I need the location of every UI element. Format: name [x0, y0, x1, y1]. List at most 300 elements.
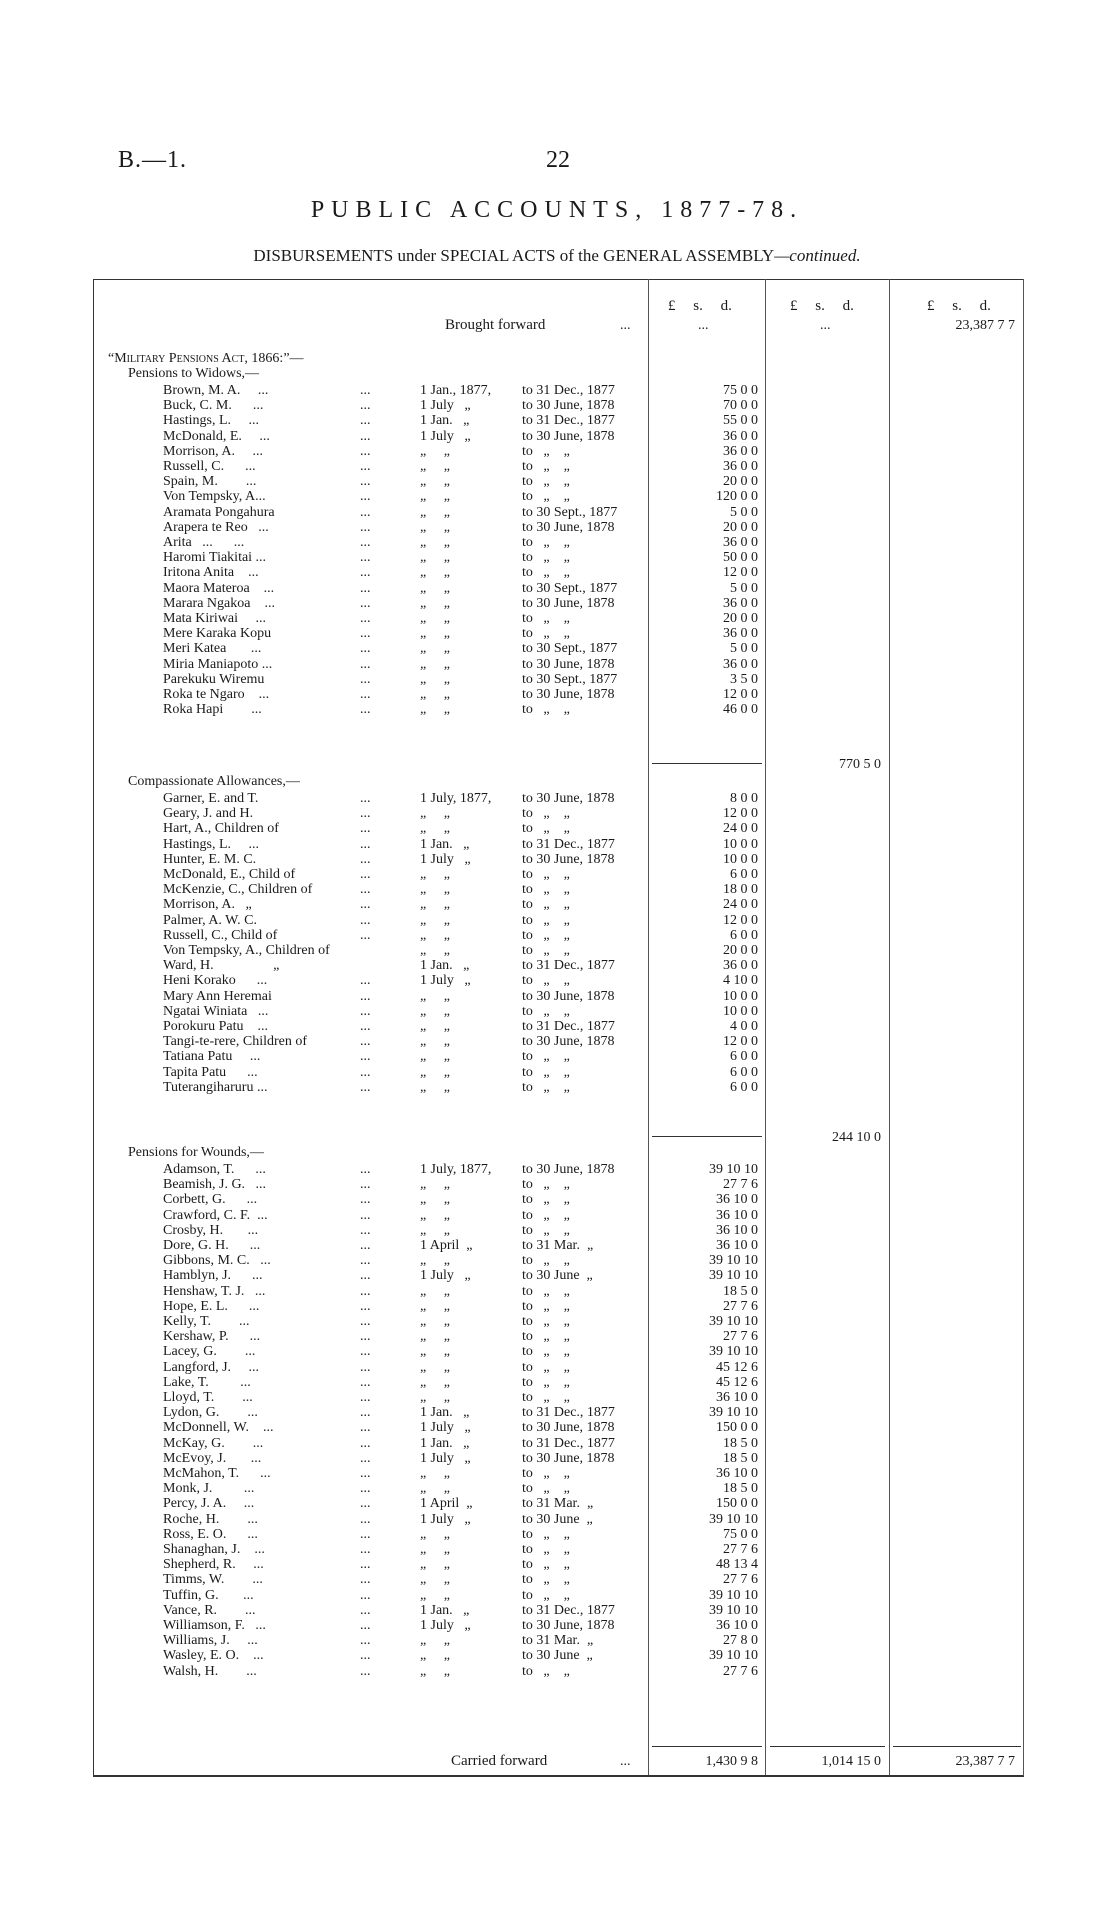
- entry-to-date: to 30 June „: [522, 1511, 593, 1527]
- entry-dots: ...: [360, 580, 371, 596]
- entry-name: Roka Hapi ...: [163, 702, 262, 718]
- entry-from-date: „ „: [420, 535, 450, 550]
- entry-dots: ...: [360, 1344, 371, 1360]
- entry-name: Dore, G. H. ...: [163, 1238, 261, 1253]
- entry-amount: 55 0 0: [723, 413, 758, 429]
- entry-to-date: to 31 Mar. „: [522, 1496, 594, 1512]
- entry-from-date: 1 Jan. „: [420, 1435, 470, 1451]
- entry-name: Wasley, E. O. ...: [163, 1648, 264, 1664]
- entry-dots: ...: [360, 1648, 371, 1664]
- page-title: PUBLIC ACCOUNTS, 1877-78.: [310, 197, 804, 223]
- entry-to-date: to 30 June, 1878: [522, 791, 615, 806]
- column-rule: [765, 279, 766, 1776]
- entry-dots: ...: [360, 1253, 371, 1269]
- entry-to-date: to 30 June, 1878: [522, 656, 615, 672]
- entry-from-date: „ „: [420, 1466, 450, 1481]
- entry-name: Corbett, G. ...: [163, 1192, 258, 1208]
- entry-to-date: to 30 June, 1878: [522, 851, 615, 867]
- entry-name: Timms, W. ...: [163, 1572, 263, 1588]
- brought-forward-col1: ...: [698, 318, 709, 333]
- entry-name: Aramata Pongahura: [163, 504, 275, 520]
- entry-name: Shanaghan, J. ...: [163, 1542, 265, 1557]
- rule-line: [94, 1775, 1023, 1776]
- entry-amount: 75 0 0: [723, 1526, 758, 1542]
- entry-name: Hastings, L. ...: [163, 413, 260, 429]
- entry-name: Adamson, T. ...: [163, 1162, 266, 1177]
- entry-dots: ...: [360, 1268, 371, 1284]
- entry-amount: 24 0 0: [723, 821, 758, 837]
- entry-amount: 18 5 0: [723, 1450, 758, 1466]
- brought-forward-label: Brought forward: [445, 317, 546, 333]
- subtitle-continued: —continued.: [774, 246, 861, 265]
- entry-to-date: to „ „: [522, 489, 570, 505]
- carried-forward-col3: 23,387 7 7: [955, 1754, 1015, 1769]
- entry-dots: ...: [360, 1633, 371, 1649]
- entry-dots: ...: [360, 1390, 371, 1405]
- entry-amount: 27 7 6: [723, 1298, 758, 1314]
- entry-dots: ...: [360, 519, 371, 535]
- subtitle-main: DISBURSEMENTS under SPECIAL ACTS of the GENERAL ASSEMBLY: [253, 246, 775, 265]
- entry-to-date: to „ „: [522, 1283, 570, 1299]
- entry-name: Morrison, A. ...: [163, 443, 263, 459]
- entry-name: Tuterangiharuru ...: [163, 1079, 268, 1095]
- entry-from-date: 1 Jan., 1877,: [420, 383, 492, 398]
- entry-from-date: „ „: [420, 626, 450, 642]
- entry-name: McMahon, T. ...: [163, 1466, 271, 1481]
- entry-from-date: „ „: [420, 1064, 450, 1080]
- entry-from-date: „ „: [420, 550, 450, 566]
- entry-to-date: to „ „: [522, 1572, 570, 1588]
- entry-name: Marara Ngakoa ...: [163, 595, 275, 611]
- entry-to-date: to „ „: [522, 1481, 570, 1497]
- entry-dots: ...: [360, 504, 371, 520]
- entry-dots: ...: [360, 1405, 371, 1421]
- entry-amount: 45 12 6: [716, 1374, 758, 1390]
- entry-dots: ...: [360, 927, 371, 943]
- entry-to-date: to „ „: [522, 897, 570, 913]
- entry-amount: 6 0 0: [730, 867, 758, 882]
- entry-to-date: to „ „: [522, 1329, 570, 1345]
- entry-amount: 12 0 0: [723, 687, 758, 702]
- entry-amount: 36 0 0: [723, 656, 758, 672]
- column-rule: [889, 279, 890, 1776]
- entry-to-date: to 31 Dec., 1877: [522, 1435, 615, 1451]
- entry-dots: ...: [360, 1542, 371, 1557]
- entry-dots: ...: [360, 1587, 371, 1603]
- entry-amount: 27 7 6: [723, 1177, 758, 1193]
- entry-to-date: to 31 Dec., 1877: [522, 383, 615, 398]
- entry-from-date: 1 July „: [420, 1450, 471, 1466]
- section-heading: Compassionate Allowances,—: [128, 774, 300, 789]
- entry-from-date: „ „: [420, 504, 450, 520]
- section-heading: Pensions to Widows,—: [128, 366, 260, 381]
- entry-amount: 39 10 10: [709, 1602, 758, 1618]
- act-heading: “Military Pensions Act, 1866:”—: [108, 351, 304, 366]
- entry-name: Monk, J. ...: [163, 1481, 255, 1497]
- entry-amount: 39 10 10: [709, 1587, 758, 1603]
- entry-from-date: „ „: [420, 1192, 450, 1208]
- entry-to-date: to „ „: [522, 973, 570, 989]
- entry-to-date: to „ „: [522, 535, 570, 550]
- entry-dots: ...: [360, 882, 371, 898]
- entry-name: McKay, G. ...: [163, 1435, 264, 1451]
- entry-name: Mere Karaka Kopu: [163, 626, 272, 642]
- entry-amount: 36 10 0: [716, 1222, 758, 1238]
- entry-to-date: to 30 Sept., 1877: [522, 641, 618, 657]
- entry-from-date: „ „: [420, 1390, 450, 1405]
- entry-from-date: „ „: [420, 1314, 450, 1329]
- entry-amount: 6 0 0: [730, 1064, 758, 1080]
- entry-amount: 120 0 0: [716, 489, 758, 505]
- entry-amount: 36 0 0: [723, 428, 758, 444]
- entry-from-date: „ „: [420, 867, 450, 882]
- entry-amount: 10 0 0: [723, 988, 758, 1004]
- entry-from-date: „ „: [420, 641, 450, 657]
- entry-amount: 150 0 0: [716, 1496, 758, 1512]
- entry-amount: 5 0 0: [730, 641, 758, 657]
- entry-name: Crawford, C. F. ...: [163, 1207, 268, 1223]
- entry-dots: ...: [360, 428, 371, 444]
- entry-dots: ...: [360, 656, 371, 672]
- entry-amount: 36 0 0: [723, 626, 758, 642]
- entry-name: Parekuku Wiremu: [163, 671, 265, 687]
- entry-name: McEvoy, J. ...: [163, 1450, 262, 1466]
- entry-from-date: „ „: [420, 443, 450, 459]
- entry-amount: 27 7 6: [723, 1542, 758, 1557]
- entry-name: Kelly, T. ...: [163, 1314, 250, 1329]
- entry-from-date: 1 July „: [420, 398, 471, 414]
- entry-name: Hart, A., Children of: [163, 821, 279, 837]
- entry-dots: ...: [360, 611, 371, 626]
- entry-amount: 39 10 10: [709, 1314, 758, 1329]
- entry-to-date: to „ „: [522, 1314, 570, 1329]
- entry-from-date: „ „: [420, 1222, 450, 1238]
- column-rule: [648, 279, 649, 1776]
- entry-from-date: 1 Jan. „: [420, 836, 470, 852]
- entry-name: Hamblyn, J. ...: [163, 1268, 263, 1284]
- entry-dots: ...: [360, 836, 371, 852]
- entry-name: Ward, H. „: [163, 958, 280, 974]
- entry-amount: 46 0 0: [723, 702, 758, 718]
- section-total: 770 5 0: [839, 757, 881, 772]
- entry-dots: ...: [360, 1466, 371, 1481]
- entry-amount: 24 0 0: [723, 897, 758, 913]
- entry-from-date: „ „: [420, 1587, 450, 1603]
- entry-to-date: to „ „: [522, 611, 570, 626]
- entry-name: Shepherd, R. ...: [163, 1557, 264, 1573]
- entry-name: Von Tempsky, A., Children of: [163, 943, 330, 958]
- entry-amount: 10 0 0: [723, 836, 758, 852]
- entry-amount: 3 5 0: [730, 671, 758, 687]
- entry-name: Tapita Patu ...: [163, 1064, 258, 1080]
- entry-to-date: to „ „: [522, 459, 570, 474]
- entry-dots: ...: [360, 1450, 371, 1466]
- entry-amount: 6 0 0: [730, 1079, 758, 1095]
- entry-dots: ...: [360, 1019, 371, 1034]
- entry-dots: ...: [360, 1511, 371, 1527]
- entry-name: Geary, J. and H.: [163, 806, 254, 822]
- entry-from-date: 1 July „: [420, 973, 471, 989]
- entry-name: Russell, C., Child of: [163, 927, 278, 943]
- entry-to-date: to „ „: [522, 443, 570, 459]
- entry-dots: ...: [360, 1079, 371, 1095]
- entry-from-date: 1 July „: [420, 1618, 471, 1633]
- entry-dots: ...: [360, 1481, 371, 1497]
- entry-dots: ...: [360, 1618, 371, 1633]
- entry-from-date: „ „: [420, 459, 450, 474]
- entry-dots: ...: [360, 912, 371, 928]
- entry-dots: ...: [360, 821, 371, 837]
- entry-to-date: to „ „: [522, 1222, 570, 1238]
- entry-from-date: „ „: [420, 1019, 450, 1034]
- entry-amount: 75 0 0: [723, 383, 758, 398]
- entry-from-date: 1 July „: [420, 1268, 471, 1284]
- entry-name: Tatiana Patu ...: [163, 1049, 261, 1065]
- entry-from-date: „ „: [420, 611, 450, 626]
- entry-from-date: „ „: [420, 1374, 450, 1390]
- entry-from-date: „ „: [420, 882, 450, 898]
- entry-dots: ...: [360, 1238, 371, 1253]
- entry-name: Lloyd, T. ...: [163, 1390, 253, 1405]
- entry-from-date: „ „: [420, 1481, 450, 1497]
- entry-name: Iritona Anita ...: [163, 565, 259, 581]
- entry-amount: 50 0 0: [723, 550, 758, 566]
- entry-to-date: to 30 June „: [522, 1268, 593, 1284]
- entry-from-date: „ „: [420, 897, 450, 913]
- entry-dots: ...: [360, 1222, 371, 1238]
- entry-amount: 12 0 0: [723, 806, 758, 822]
- rule-line: [770, 1746, 885, 1747]
- column-header-1: £ s. d.: [668, 298, 732, 314]
- entry-from-date: „ „: [420, 943, 450, 958]
- entry-name: Arita ... ...: [163, 535, 245, 550]
- entry-from-date: „ „: [420, 1633, 450, 1649]
- entry-name: Meri Katea ...: [163, 641, 262, 657]
- entry-name: Ngatai Winiata ...: [163, 1003, 269, 1019]
- brought-forward-dots: ...: [620, 318, 631, 333]
- entry-from-date: „ „: [420, 1003, 450, 1019]
- entry-amount: 27 7 6: [723, 1572, 758, 1588]
- entry-from-date: „ „: [420, 821, 450, 837]
- entry-dots: ...: [360, 443, 371, 459]
- entry-from-date: 1 April „: [420, 1238, 473, 1253]
- entry-to-date: to „ „: [522, 1466, 570, 1481]
- entry-amount: 39 10 10: [709, 1344, 758, 1360]
- entry-to-date: to „ „: [522, 1587, 570, 1603]
- entry-name: Von Tempsky, A...: [163, 489, 266, 505]
- entry-to-date: to „ „: [522, 474, 570, 490]
- entry-from-date: 1 July „: [420, 428, 471, 444]
- entry-from-date: „ „: [420, 1557, 450, 1573]
- entry-dots: ...: [360, 791, 371, 806]
- entry-from-date: „ „: [420, 1283, 450, 1299]
- entry-amount: 10 0 0: [723, 851, 758, 867]
- entry-name: Ross, E. O. ...: [163, 1526, 258, 1542]
- entry-dots: ...: [360, 1420, 371, 1436]
- entry-amount: 36 10 0: [716, 1390, 758, 1405]
- column-rule: [1023, 279, 1024, 1776]
- entry-amount: 36 0 0: [723, 595, 758, 611]
- entry-dots: ...: [360, 702, 371, 718]
- entry-dots: ...: [360, 489, 371, 505]
- entry-name: Walsh, H. ...: [163, 1663, 257, 1679]
- entry-amount: 5 0 0: [730, 580, 758, 596]
- entry-name: McKenzie, C., Children of: [163, 882, 313, 898]
- entry-name: Palmer, A. W. C.: [163, 912, 257, 928]
- entry-to-date: to „ „: [522, 1374, 570, 1390]
- entry-from-date: 1 July „: [420, 1420, 471, 1436]
- entry-amount: 18 5 0: [723, 1481, 758, 1497]
- entry-name: Tuffin, G. ...: [163, 1587, 254, 1603]
- carried-forward-col2: 1,014 15 0: [821, 1754, 881, 1769]
- entry-to-date: to 31 Dec., 1877: [522, 1602, 615, 1618]
- entry-amount: 39 10 10: [709, 1162, 758, 1177]
- entry-name: Morrison, A. „: [163, 897, 252, 913]
- entry-name: Maora Materoa ...: [163, 580, 275, 596]
- entry-dots: ...: [360, 626, 371, 642]
- entry-from-date: „ „: [420, 1177, 450, 1193]
- entry-dots: ...: [360, 1602, 371, 1618]
- entry-name: Garner, E. and T.: [163, 791, 259, 806]
- entry-name: Tangi-te-rere, Children of: [163, 1034, 308, 1050]
- entry-name: Roche, H. ...: [163, 1511, 258, 1527]
- entry-amount: 12 0 0: [723, 1034, 758, 1050]
- entry-name: Brown, M. A. ...: [163, 383, 269, 398]
- entry-dots: ...: [360, 1064, 371, 1080]
- entry-dots: ...: [360, 973, 371, 989]
- entry-from-date: „ „: [420, 912, 450, 928]
- entry-amount: 6 0 0: [730, 927, 758, 943]
- entry-name: Gibbons, M. C. ...: [163, 1253, 271, 1269]
- entry-amount: 39 10 10: [709, 1511, 758, 1527]
- entry-to-date: to 30 June, 1878: [522, 988, 615, 1004]
- entry-amount: 10 0 0: [723, 1003, 758, 1019]
- rule-line: [652, 1136, 762, 1137]
- entry-dots: ...: [360, 1557, 371, 1573]
- entry-from-date: „ „: [420, 702, 450, 718]
- entry-dots: ...: [360, 1049, 371, 1065]
- entry-to-date: to 31 Dec., 1877: [522, 413, 615, 429]
- entry-dots: ...: [360, 459, 371, 474]
- entry-from-date: „ „: [420, 519, 450, 535]
- entry-to-date: to „ „: [522, 1177, 570, 1193]
- entry-to-date: to „ „: [522, 1526, 570, 1542]
- entry-to-date: to „ „: [522, 1064, 570, 1080]
- column-header-3: £ s. d.: [927, 298, 991, 314]
- entry-dots: ...: [360, 383, 371, 398]
- section-total: 244 10 0: [832, 1130, 881, 1145]
- entry-amount: 6 0 0: [730, 1049, 758, 1065]
- entry-amount: 39 10 10: [709, 1648, 758, 1664]
- entry-amount: 36 10 0: [716, 1238, 758, 1253]
- entry-to-date: to 30 June, 1878: [522, 1420, 615, 1436]
- entry-amount: 36 10 0: [716, 1466, 758, 1481]
- entry-from-date: „ „: [420, 1359, 450, 1375]
- entry-amount: 39 10 10: [709, 1253, 758, 1269]
- entry-to-date: to „ „: [522, 1663, 570, 1679]
- entry-from-date: „ „: [420, 1034, 450, 1050]
- entry-amount: 39 10 10: [709, 1405, 758, 1421]
- entry-amount: 5 0 0: [730, 504, 758, 520]
- carried-forward-dots: ...: [620, 1754, 631, 1769]
- entry-amount: 36 0 0: [723, 958, 758, 974]
- entry-to-date: to „ „: [522, 1207, 570, 1223]
- entry-dots: ...: [360, 595, 371, 611]
- entry-dots: ...: [360, 1435, 371, 1451]
- entry-amount: 45 12 6: [716, 1359, 758, 1375]
- entry-dots: ...: [360, 1207, 371, 1223]
- entry-amount: 18 5 0: [723, 1435, 758, 1451]
- entry-to-date: to „ „: [522, 927, 570, 943]
- entry-dots: ...: [360, 398, 371, 414]
- entry-to-date: to „ „: [522, 882, 570, 898]
- entry-name: Williamson, F. ...: [163, 1618, 266, 1633]
- entry-amount: 36 10 0: [716, 1207, 758, 1223]
- entry-name: Hope, E. L. ...: [163, 1298, 260, 1314]
- entry-to-date: to „ „: [522, 912, 570, 928]
- entry-from-date: 1 July, 1877,: [420, 1162, 492, 1177]
- entry-to-date: to „ „: [522, 550, 570, 566]
- entry-amount: 36 0 0: [723, 535, 758, 550]
- entry-dots: ...: [360, 1283, 371, 1299]
- entry-dots: ...: [360, 687, 371, 702]
- entry-dots: ...: [360, 641, 371, 657]
- entry-dots: ...: [360, 1162, 371, 1177]
- entry-name: Spain, M. ...: [163, 474, 257, 490]
- entry-amount: 70 0 0: [723, 398, 758, 414]
- entry-from-date: „ „: [420, 656, 450, 672]
- entry-dots: ...: [360, 988, 371, 1004]
- entry-to-date: to 30 Sept., 1877: [522, 504, 618, 520]
- entry-dots: ...: [360, 1314, 371, 1329]
- column-header-2: £ s. d.: [790, 298, 854, 314]
- entry-name: Haromi Tiakitai ...: [163, 550, 267, 566]
- entry-amount: 20 0 0: [723, 474, 758, 490]
- entry-to-date: to „ „: [522, 1298, 570, 1314]
- entry-amount: 12 0 0: [723, 565, 758, 581]
- entry-dots: ...: [360, 806, 371, 822]
- entry-from-date: „ „: [420, 806, 450, 822]
- entry-amount: 27 7 6: [723, 1329, 758, 1345]
- entry-from-date: „ „: [420, 1344, 450, 1360]
- entry-name: Lacey, G. ...: [163, 1344, 256, 1360]
- entry-from-date: „ „: [420, 1253, 450, 1269]
- entry-dots: ...: [360, 1359, 371, 1375]
- entry-dots: ...: [360, 1526, 371, 1542]
- rule-line: [652, 1746, 762, 1747]
- entry-dots: ...: [360, 671, 371, 687]
- entry-to-date: to „ „: [522, 626, 570, 642]
- entry-dots: ...: [360, 565, 371, 581]
- entry-from-date: „ „: [420, 1049, 450, 1065]
- entry-from-date: 1 Jan. „: [420, 413, 470, 429]
- entry-to-date: to „ „: [522, 821, 570, 837]
- entry-to-date: to 30 June „: [522, 1648, 593, 1664]
- entry-from-date: „ „: [420, 580, 450, 596]
- entry-to-date: to „ „: [522, 867, 570, 882]
- entry-amount: 4 0 0: [730, 1019, 758, 1034]
- entry-name: Williams, J. ...: [163, 1633, 258, 1649]
- entry-dots: ...: [360, 851, 371, 867]
- rule-line: [652, 763, 762, 764]
- entry-dots: ...: [360, 1177, 371, 1193]
- entry-name: Crosby, H. ...: [163, 1222, 259, 1238]
- entry-amount: 4 10 0: [723, 973, 758, 989]
- entry-to-date: to 30 Sept., 1877: [522, 580, 618, 596]
- entry-dots: ...: [360, 1374, 371, 1390]
- entry-to-date: to 31 Dec., 1877: [522, 1405, 615, 1421]
- entry-from-date: 1 July, 1877,: [420, 791, 492, 806]
